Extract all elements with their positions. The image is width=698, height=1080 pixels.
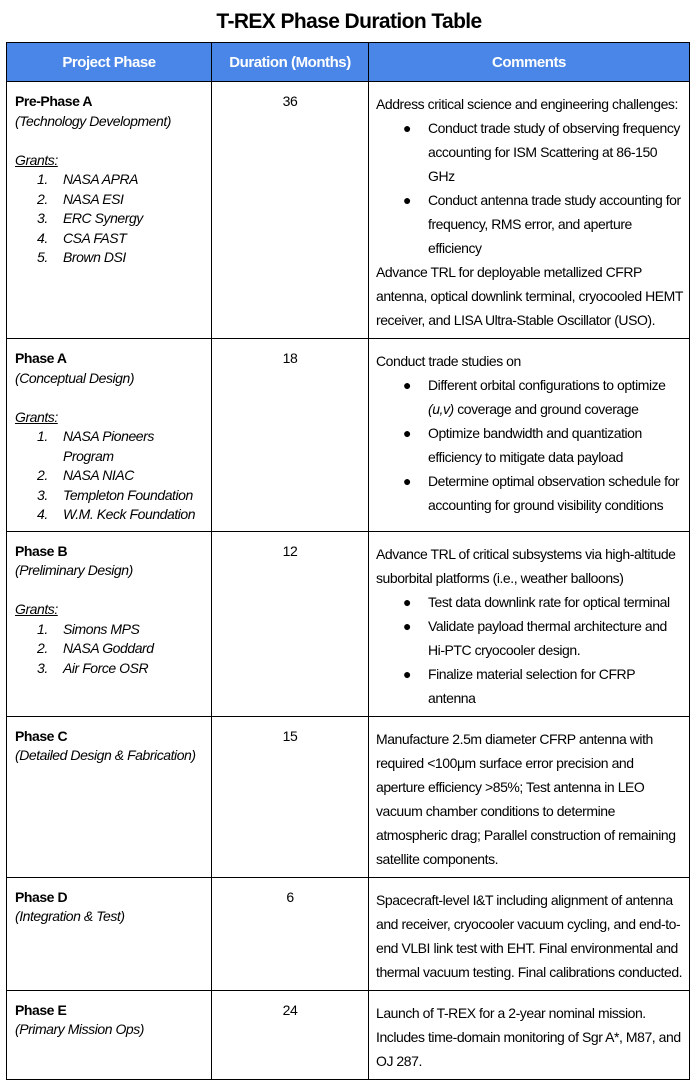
uv-term: (u,v)	[428, 401, 454, 417]
comment-bullets	[376, 590, 683, 710]
duration-cell: 24	[212, 990, 369, 1079]
phase-cell	[7, 990, 212, 1079]
list-item	[37, 209, 204, 229]
column-header-comments: Comments	[369, 43, 690, 82]
bullet-icon: ●	[402, 425, 411, 441]
grants-list	[15, 170, 204, 268]
bullet-text-main: Different orbital configurations to optimize	[428, 377, 666, 393]
phase-cell	[7, 82, 212, 339]
comment-outro: Advance TRL for deployable metallized CFRP antenna, optical downlink terminal, cryocooled HEMT receiver, and LISA Ultra-Stable Oscillator (USO).	[376, 264, 683, 328]
duration-cell: 6	[212, 877, 369, 990]
phase-subtitle: (Technology Development)	[15, 112, 171, 129]
bullet-text	[428, 373, 683, 421]
list-number: 1.	[37, 428, 48, 444]
grant-name: Simons MPS	[63, 620, 140, 637]
phase-subtitle: (Primary Mission Ops)	[15, 1021, 145, 1037]
list-item	[376, 188, 683, 260]
list-item	[376, 469, 683, 517]
phase-subtitle: (Detailed Design & Fabrication)	[15, 747, 196, 763]
bullet-icon: ●	[402, 617, 411, 634]
bullet-icon: ●	[402, 120, 411, 136]
list-item	[37, 427, 204, 466]
list-number: 4.	[37, 229, 48, 246]
comment-intro: Spacecraft-level I&T including alignment of antenna and receiver, cryocooler vacuum cycling, and end-to-end VLBI link test with EHT. Final environmental and thermal vacuum testing. Final calibrations conducted.	[376, 891, 683, 980]
list-item	[376, 373, 683, 421]
phase-name: Phase D	[15, 888, 68, 905]
list-item	[376, 590, 683, 614]
phase-name: Phase E	[15, 1001, 67, 1018]
grant-name: W.M. Keck Foundation	[63, 506, 196, 522]
list-number: 1.	[37, 171, 48, 187]
bullet-text: Finalize material selection for CFRP antenna	[428, 665, 635, 706]
grants-label: Grants:	[15, 151, 58, 168]
list-item	[376, 116, 683, 188]
phase-subtitle: (Preliminary Design)	[15, 562, 133, 578]
page-title: T-REX Phase Duration Table	[216, 10, 482, 33]
table-row	[7, 716, 690, 877]
list-item	[37, 639, 204, 659]
bullet-text: Test data downlink rate for optical terminal	[428, 593, 670, 610]
bullet-icon: ●	[402, 665, 411, 682]
table-row	[7, 339, 690, 532]
list-number: 2.	[37, 467, 48, 483]
comment-intro: Manufacture 2.5m diameter CFRP antenna with required <100μm surface error precision and aperture efficiency >85%; Test antenna in LEO vacuum chamber conditions to determine atmospheric drag; Parallel construction of remaining satellite components.	[376, 730, 676, 867]
duration-cell: 15	[212, 716, 369, 877]
list-number: 3.	[37, 659, 48, 676]
bullet-icon: ●	[402, 473, 411, 489]
phase-name: Phase C	[15, 727, 68, 744]
list-number: 1.	[37, 620, 48, 637]
grant-name: Brown DSI	[63, 249, 126, 265]
comments-cell	[369, 82, 690, 339]
list-item	[37, 620, 204, 640]
comments-cell	[369, 339, 690, 532]
grant-name: NASA NIAC	[63, 467, 134, 483]
grant-name: ERC Synergy	[63, 210, 143, 226]
comments-cell	[369, 877, 690, 990]
phase-cell	[7, 339, 212, 532]
list-number: 4.	[37, 506, 48, 522]
comment-intro: Launch of T-REX for a 2-year nominal mission. Includes time-domain monitoring of Sgr A*, M87, and OJ 287.	[376, 1004, 681, 1069]
column-header-duration: Duration (Months)	[212, 43, 369, 82]
bullet-text-rest: coverage and ground coverage	[453, 401, 639, 417]
grant-name: NASA APRA	[63, 171, 139, 187]
comment-bullets	[376, 373, 683, 517]
grant-name: NASA Goddard	[63, 640, 154, 656]
comment-intro: Advance TRL of critical subsystems via high-altitude suborbital platforms (i.e., weather balloons)	[376, 545, 676, 586]
comments-cell	[369, 990, 690, 1079]
grant-name: Templeton Foundation	[63, 486, 193, 503]
list-item	[37, 659, 204, 679]
table-row	[7, 877, 690, 990]
list-number: 3.	[37, 486, 48, 503]
bullet-text: Optimize bandwidth and quantization efficiency to mitigate data payload	[428, 425, 642, 465]
bullet-icon: ●	[402, 192, 411, 208]
list-number: 5.	[37, 249, 48, 265]
list-number: 2.	[37, 190, 48, 207]
phase-cell	[7, 716, 212, 877]
list-item	[37, 190, 204, 210]
phase-name: Phase A	[15, 350, 67, 366]
bullet-text: Determine optimal observation schedule for accounting for ground visibility conditions	[428, 473, 680, 513]
bullet-text: Validate payload thermal architecture and Hi-PTC cryocooler design.	[428, 617, 667, 658]
phase-cell	[7, 531, 212, 716]
phase-subtitle: (Integration & Test)	[15, 908, 125, 924]
column-header-phase: Project Phase	[7, 43, 212, 82]
list-item	[376, 421, 683, 469]
table-row	[7, 990, 690, 1079]
list-number: 3.	[37, 210, 48, 226]
grants-label: Grants:	[15, 601, 58, 617]
duration-cell: 18	[212, 339, 369, 532]
bullet-icon: ●	[402, 593, 411, 610]
comment-intro: Address critical science and engineering challenges:	[376, 96, 678, 112]
list-item	[37, 248, 204, 268]
comment-intro: Conduct trade studies on	[376, 353, 521, 369]
grant-name: NASA Pioneers Program	[63, 428, 154, 464]
grant-name: Air Force OSR	[63, 659, 149, 676]
duration-cell: 36	[212, 82, 369, 339]
phase-cell	[7, 877, 212, 990]
phase-duration-table	[6, 42, 690, 1080]
phase-name: Phase B	[15, 542, 68, 559]
list-item	[37, 170, 204, 190]
comment-bullets	[376, 116, 683, 260]
duration-cell: 12	[212, 531, 369, 716]
list-item	[37, 229, 204, 249]
list-item	[376, 662, 683, 710]
list-item	[37, 466, 204, 486]
table-header-row	[7, 43, 690, 82]
phase-name: Pre-Phase A	[15, 93, 93, 109]
list-item	[376, 614, 683, 662]
table-row	[7, 531, 690, 716]
bullet-icon: ●	[402, 377, 411, 393]
grants-label: Grants:	[15, 408, 58, 425]
list-item	[37, 505, 204, 525]
list-number: 2.	[37, 640, 48, 656]
grants-list	[15, 620, 204, 679]
grant-name: NASA ESI	[63, 190, 124, 207]
bullet-text: Conduct antenna trade study accounting for frequency, RMS error, and aperture efficiency	[428, 192, 681, 256]
comments-cell	[369, 716, 690, 877]
phase-subtitle: (Conceptual Design)	[15, 369, 135, 386]
grant-name: CSA FAST	[63, 229, 127, 246]
bullet-text: Conduct trade study of observing frequency accounting for ISM Scattering at 86-150 GHz	[428, 120, 680, 184]
comments-cell	[369, 531, 690, 716]
table-row	[7, 82, 690, 339]
grants-list	[15, 427, 204, 525]
list-item	[37, 486, 204, 506]
